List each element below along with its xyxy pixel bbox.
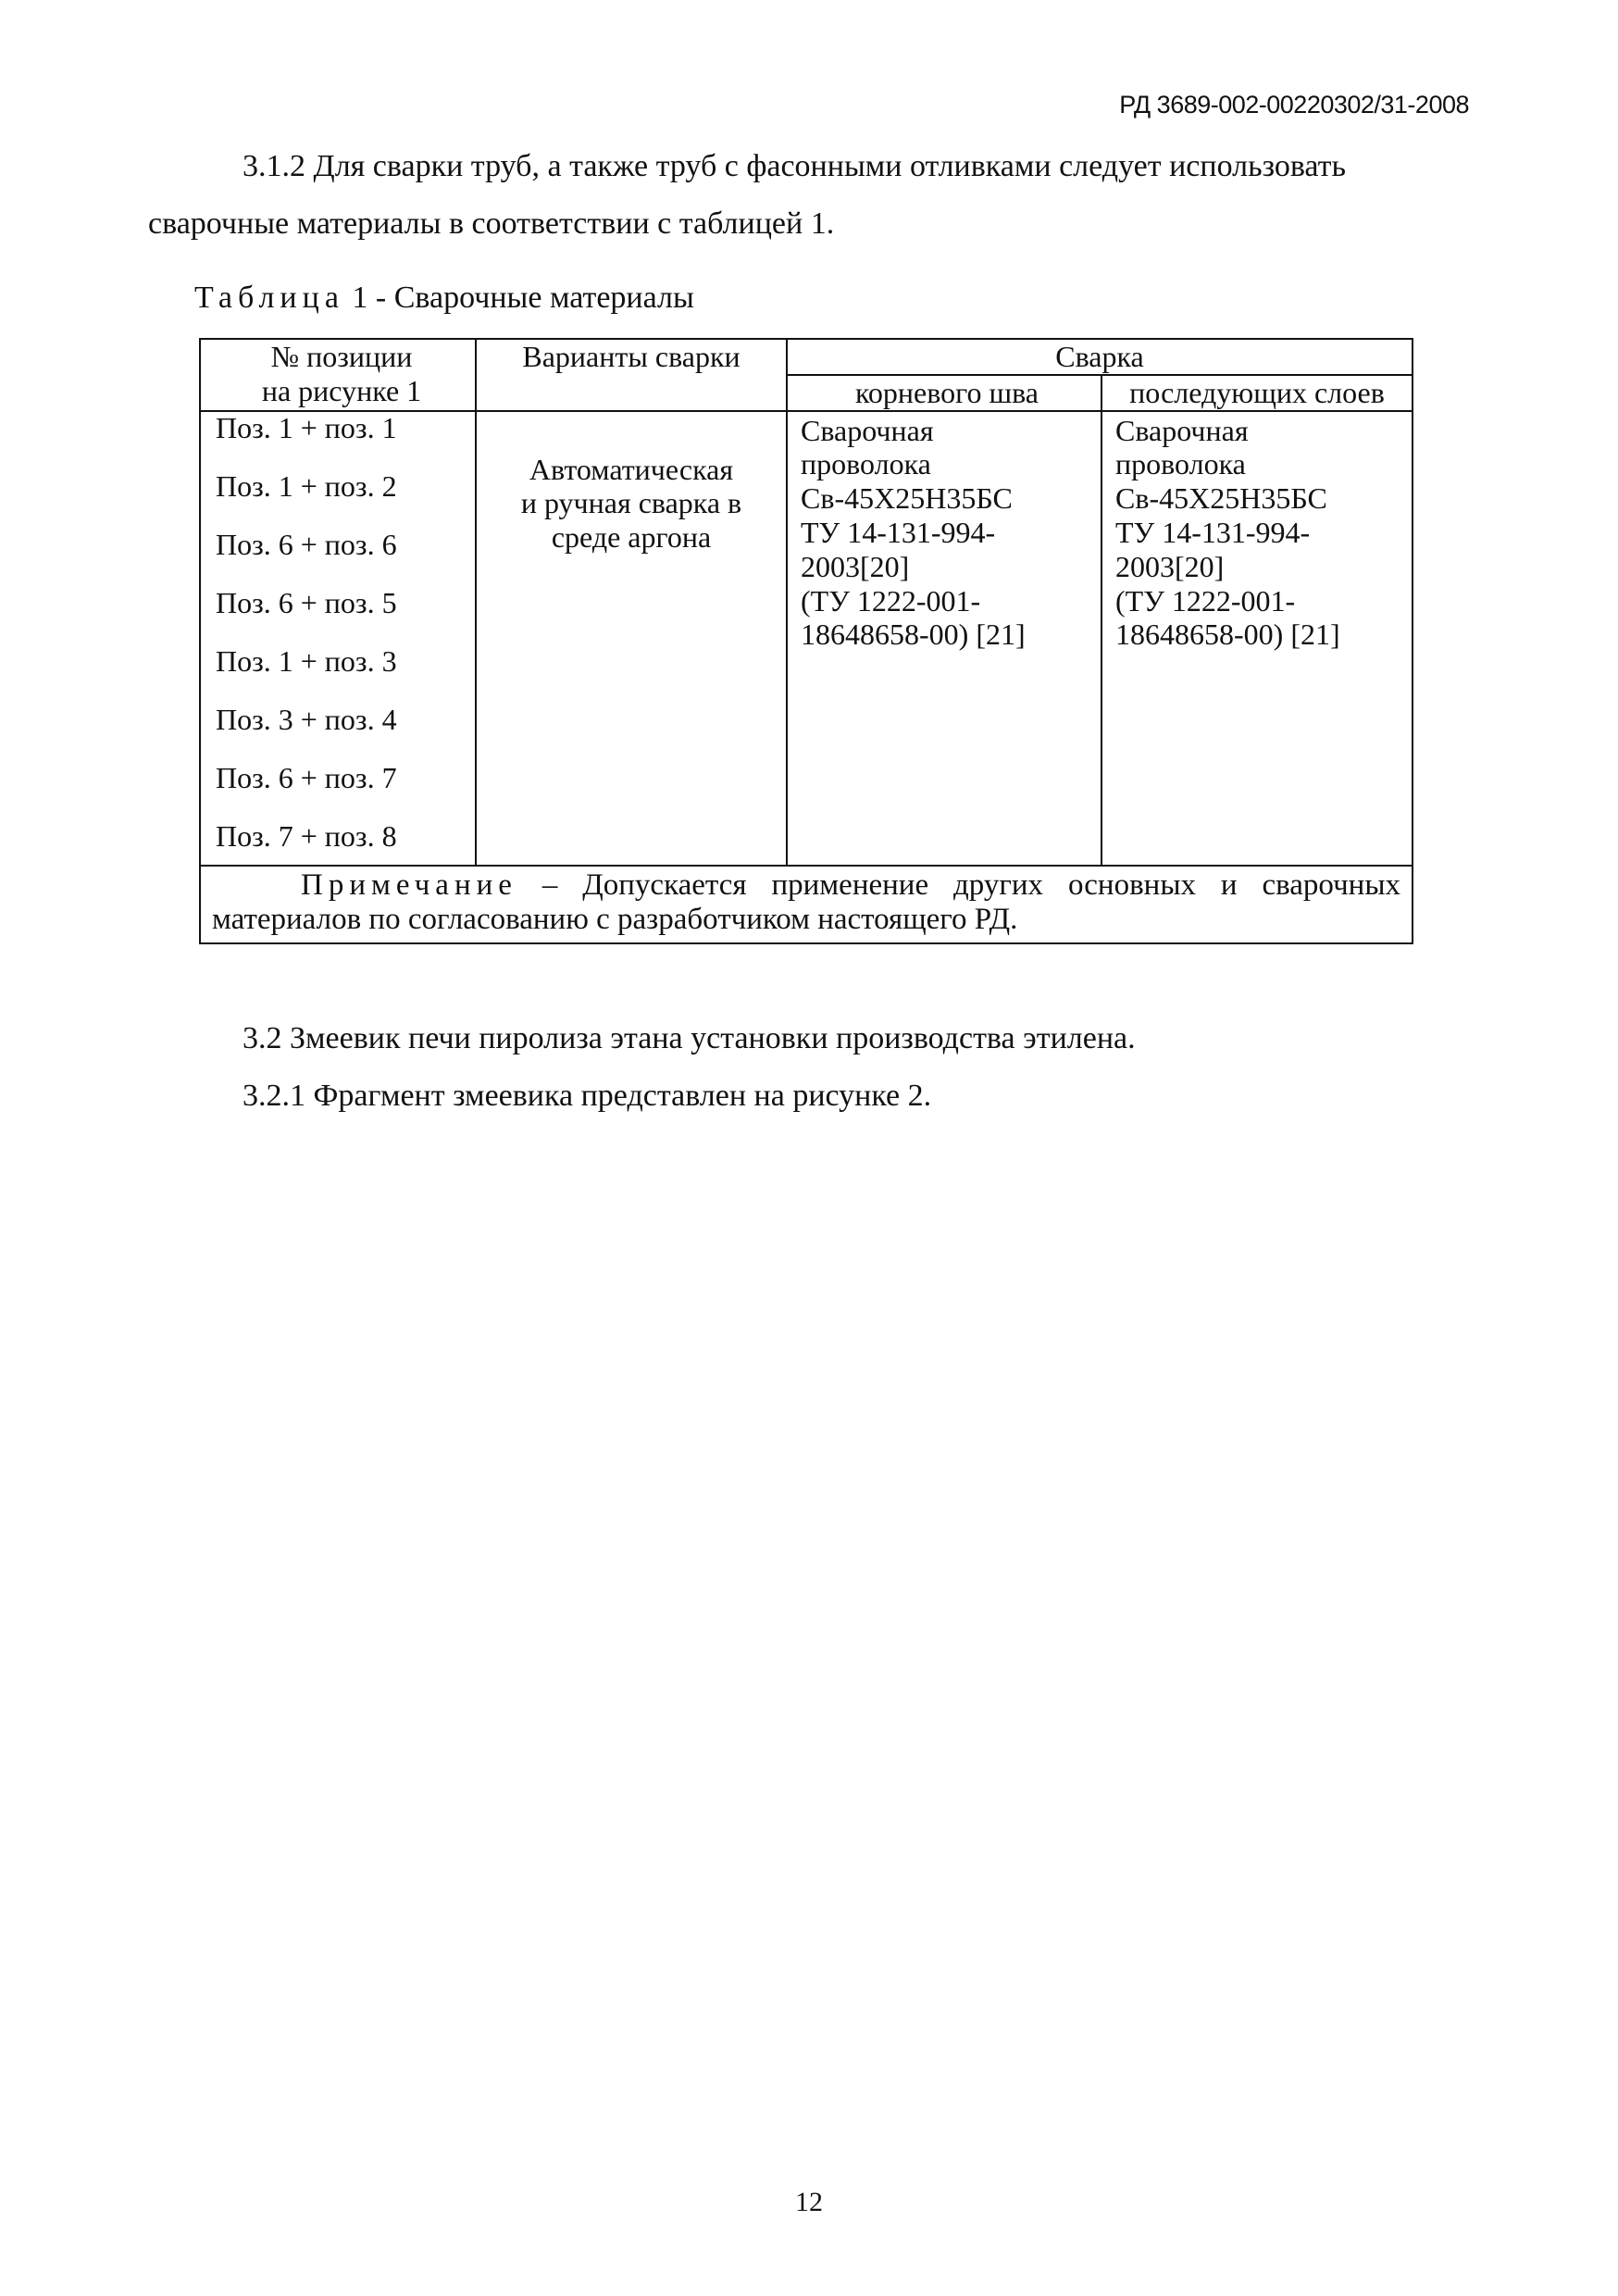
subsequent-material-cell [1101,411,1413,866]
root-material-line: ТУ 14-131-994- [801,515,996,549]
position-item: Поз. 6 + поз. 7 [216,760,397,794]
table-caption-label: Таблица [194,281,344,315]
table-caption-number: 1 [352,281,368,315]
position-item: Поз. 7 + поз. 8 [216,818,397,853]
subsequent-material-line: 18648658-00) [21] [1115,618,1340,652]
table-note [200,866,1413,943]
header-position-line2: на рисунке 1 [261,373,422,407]
variant-line1: Автоматическая [529,452,734,486]
note-row [200,866,1413,943]
page-number: 12 [795,2187,823,2217]
position-item: Поз. 1 + поз. 3 [216,643,397,678]
header-position-line1: № позиции [270,340,413,373]
subsequent-material-line: Сварочная [1115,413,1249,447]
header-subsequent-layers: последующих слоев [1101,375,1413,411]
subsequent-material-line: (ТУ 1222-001- [1115,583,1296,618]
root-material-line: Св-45Х25Н35БС [801,481,1013,516]
document-code: РД 3689-002-00220302/31-2008 [1119,91,1469,119]
paragraph-3-2-1: 3.2.1 Фрагмент змеевика представлен на рисунке 2. [243,1079,932,1113]
paragraph-3-1-2-line2: сварочные материалы в соответствии с таблицей 1. [148,206,835,241]
position-item: Поз. 1 + поз. 1 [216,410,397,444]
paragraph-3-2: 3.2 Змеевик печи пиролиза этана установки производства этилена. [243,1021,1136,1055]
header-welding: Сварка [787,339,1413,375]
subsequent-material-line: 2003[20] [1115,549,1225,583]
welding-materials-table [199,338,1413,944]
root-material-line: 18648658-00) [21] [801,618,1026,652]
variant-line3: среде аргона [551,520,712,555]
subsequent-material-line: Св-45Х25Н35БС [1115,481,1327,516]
table-row [200,411,1413,866]
note-text: – Допускается применение других основных и сварочных материалов по согласованию с разработчиком настоящего РД. [212,867,1401,936]
table-caption-title: - Сварочные материалы [375,281,694,315]
note-label: Примечание [301,867,517,902]
variant-cell [476,411,787,866]
paragraph-3-1-2-line1: 3.1.2 Для сварки труб, а также труб с фасонными отливками следует использовать [243,149,1347,183]
positions-cell [200,411,476,866]
position-item: Поз. 6 + поз. 5 [216,585,397,619]
position-item: Поз. 1 + поз. 2 [216,468,397,503]
header-root-seam: корневого шва [787,375,1101,411]
position-item: Поз. 6 + поз. 6 [216,527,397,561]
root-material-line: (ТУ 1222-001- [801,583,981,618]
root-material-line: 2003[20] [801,549,910,583]
root-material-cell [787,411,1101,866]
root-material-line: Сварочная [801,413,934,447]
position-item: Поз. 3 + поз. 4 [216,702,397,736]
subsequent-material-line: ТУ 14-131-994- [1115,515,1311,549]
table-caption [194,280,694,318]
subsequent-material-line: проволока [1115,447,1246,481]
header-variants: Варианты сварки [476,339,787,411]
header-row-1 [200,339,1413,375]
root-material-line: проволока [801,447,931,481]
header-position [200,339,476,411]
variant-line2: и ручная сварка в [520,486,742,520]
